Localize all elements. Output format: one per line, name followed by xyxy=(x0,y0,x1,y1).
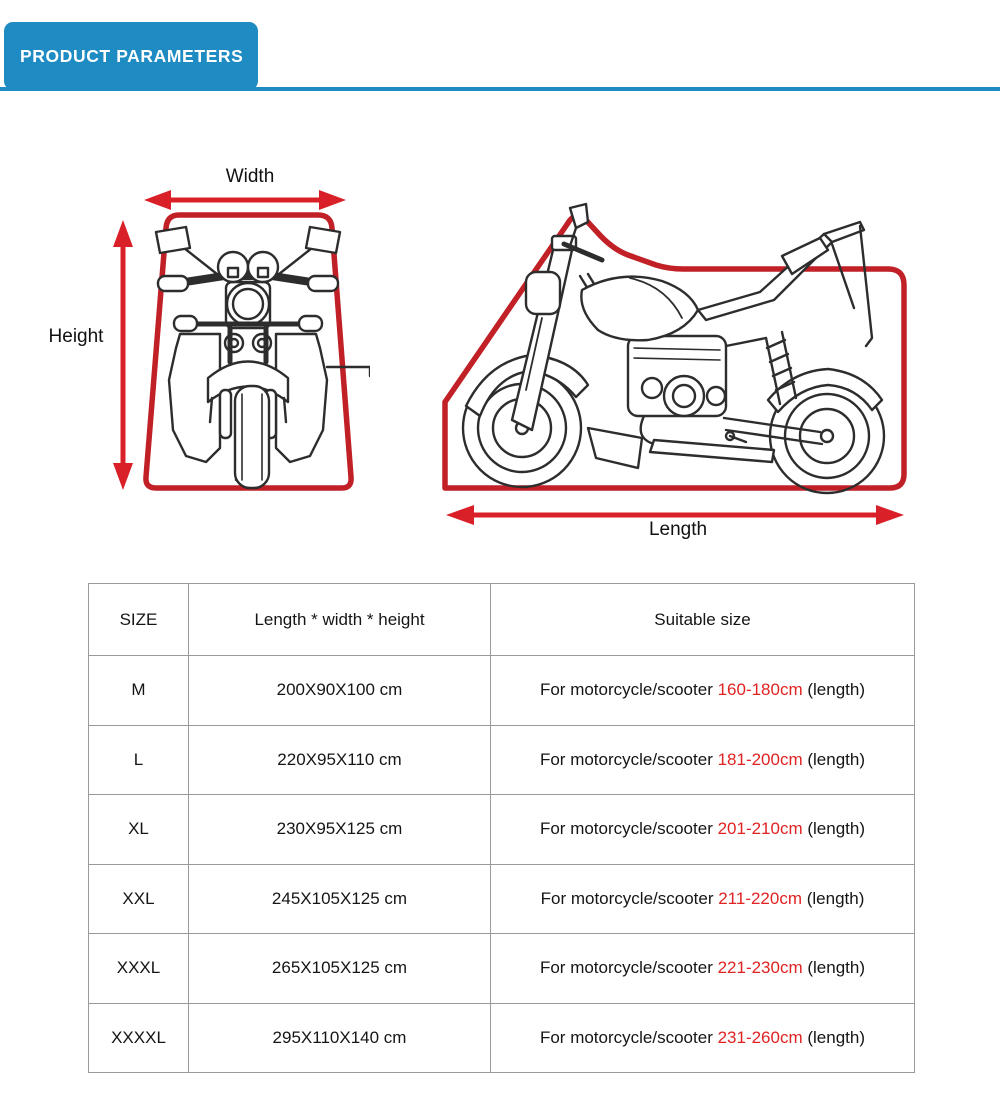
suitable-prefix: For motorcycle/scooter xyxy=(539,680,718,700)
dimensions-cell: 265X105X125 cm xyxy=(189,934,491,1004)
height-arrow xyxy=(113,220,133,490)
suitable-size-cell xyxy=(491,795,915,865)
size-cell: L xyxy=(89,725,189,795)
suitable-range: 201-210cm xyxy=(717,819,803,839)
suitable-prefix: For motorcycle/scooter xyxy=(539,749,718,769)
table-row-xxxxl xyxy=(89,1003,915,1073)
suitable-suffix: (length) xyxy=(802,888,865,908)
suitable-prefix: For motorcycle/scooter xyxy=(539,819,718,839)
suitable-size-cell xyxy=(491,656,915,726)
motorcycle-front-lineart xyxy=(156,227,370,488)
section-banner-label: PRODUCT PARAMETERS xyxy=(20,45,244,66)
dimensions-cell: 245X105X125 cm xyxy=(189,864,491,934)
size-cell: XXXXL xyxy=(89,1003,189,1073)
suitable-suffix: (length) xyxy=(802,1027,866,1047)
table-row-xl xyxy=(89,795,915,865)
length-dimension-label: Length xyxy=(648,519,708,540)
width-dimension-label: Width xyxy=(225,166,275,187)
table-row-xxxl xyxy=(89,934,915,1004)
col-header-dimensions: Length * width * height xyxy=(189,584,491,656)
dimensions-cell: 230X95X125 cm xyxy=(189,795,491,865)
suitable-size-cell xyxy=(491,1003,915,1073)
section-divider-line xyxy=(0,87,1000,91)
suitable-prefix: For motorcycle/scooter xyxy=(539,1027,718,1047)
motorcycle-front-view-diagram xyxy=(40,150,370,510)
suitable-suffix: (length) xyxy=(802,958,866,978)
suitable-suffix: (length) xyxy=(802,680,866,700)
suitable-prefix: For motorcycle/scooter xyxy=(540,888,719,908)
dimensions-cell: 295X110X140 cm xyxy=(189,1003,491,1073)
suitable-prefix: For motorcycle/scooter xyxy=(539,958,718,978)
dimensions-cell: 200X90X100 cm xyxy=(189,656,491,726)
size-cell: XL xyxy=(89,795,189,865)
size-cell: XXXL xyxy=(89,934,189,1004)
table-row-m xyxy=(89,656,915,726)
size-cell: XXL xyxy=(89,864,189,934)
length-arrow xyxy=(446,505,904,525)
suitable-range: 211-220cm xyxy=(718,888,803,908)
suitable-suffix: (length) xyxy=(802,819,866,839)
suitable-range: 221-230cm xyxy=(717,958,803,978)
section-banner xyxy=(4,22,258,90)
motorcycle-side-lineart xyxy=(463,204,884,493)
dimensions-cell: 220X95X110 cm xyxy=(189,725,491,795)
table-row-xxl xyxy=(89,864,915,934)
suitable-suffix: (length) xyxy=(802,749,866,769)
suitable-size-cell xyxy=(491,864,915,934)
width-arrow xyxy=(144,190,346,210)
size-cell: M xyxy=(89,656,189,726)
motorcycle-side-view-diagram xyxy=(430,190,920,550)
suitable-size-cell xyxy=(491,725,915,795)
suitable-range: 231-260cm xyxy=(717,1027,803,1047)
col-header-suitable-size: Suitable size xyxy=(491,584,915,656)
suitable-range: 181-200cm xyxy=(717,749,803,769)
col-header-size: SIZE xyxy=(89,584,189,656)
table-row-l xyxy=(89,725,915,795)
height-dimension-label: Height xyxy=(48,326,104,347)
size-table xyxy=(88,583,915,1073)
size-table-header-row xyxy=(89,584,915,656)
suitable-range: 160-180cm xyxy=(717,680,803,700)
suitable-size-cell xyxy=(491,934,915,1004)
